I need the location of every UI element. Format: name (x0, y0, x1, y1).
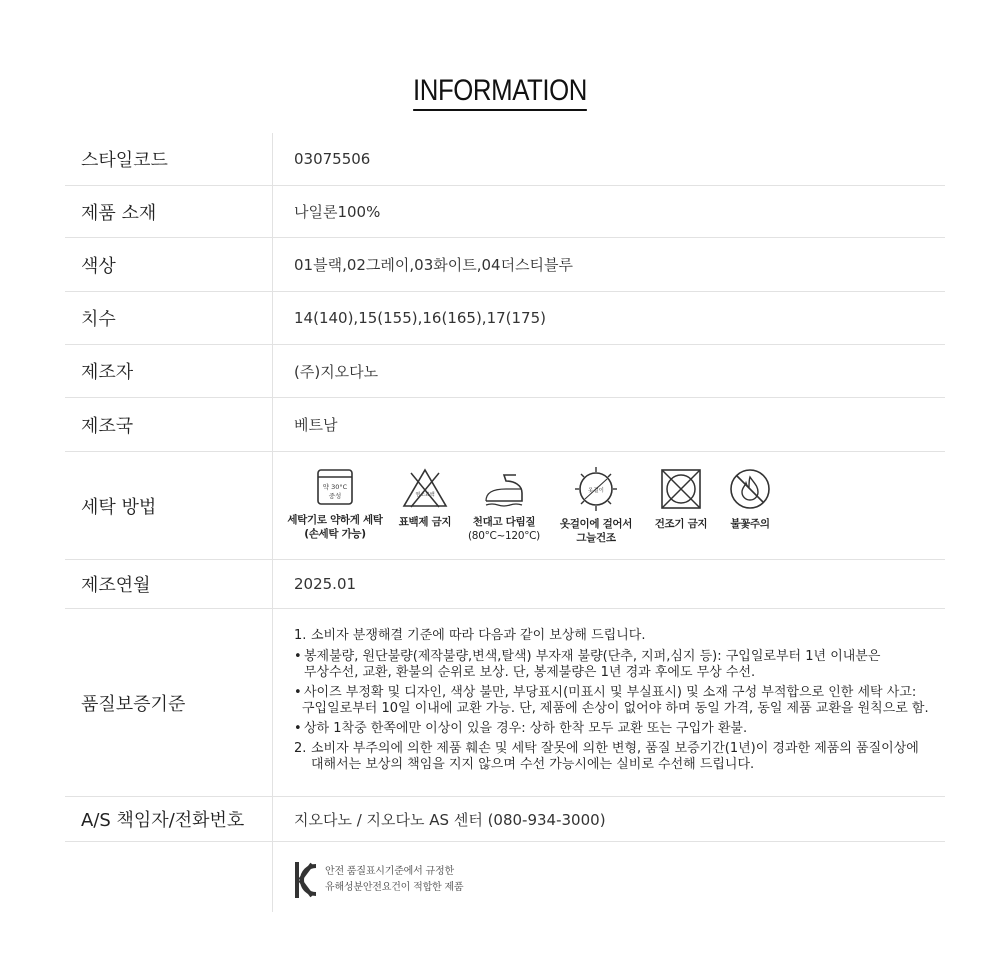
quality-line: 대해서는 보상의 책임을 지지 않으며 수선 가능시에는 실비로 수선해 드립니다. (311, 756, 755, 772)
label-as: A/S 책임자/전화번호 (65, 797, 273, 841)
kc-logo-icon (294, 860, 320, 900)
value-material: 나일론100% (294, 203, 381, 221)
wash-caption: 옷걸이에 걸어서 (559, 517, 633, 530)
value-wash (273, 452, 945, 559)
wash-item-hanger-dry (552, 467, 640, 545)
bullet-dot: • (294, 720, 302, 736)
quality-line: 구입일로부터 10일 이내에 교환 가능. 단, 제품에 손상이 없어야 하며 동일 가격, 동일 제품 교환을 원칙으로 함. (302, 700, 929, 716)
quality-line: 사이즈 부정확 및 디자인, 색상 불만, 부당표시(미표시 및 부실표시) 및 소재 구성 부적합으로 인한 세탁 사고: (304, 684, 917, 700)
label-style-code: 스타일코드 (65, 133, 273, 185)
quality-item-1 (294, 628, 929, 644)
label-country: 제조국 (65, 398, 273, 451)
wash-caption: 건조기 금지 (654, 517, 708, 530)
value-style-code: 03075506 (294, 150, 371, 168)
value-color: 01블랙,02그레이,03화이트,04더스티블루 (294, 256, 574, 274)
wash-item-hand-wash (286, 467, 384, 541)
kc-mark (294, 860, 463, 900)
label-size: 치수 (65, 292, 273, 344)
wash-caption: 세탁기로 약하게 세탁 (287, 513, 383, 526)
row-color (65, 238, 945, 292)
label-quality: 품질보증기준 (65, 609, 273, 796)
kc-line-2: 유해성분안전요건이 적합한 제품 (325, 882, 464, 893)
row-maker (65, 345, 945, 398)
row-quality (65, 609, 945, 797)
wash-icon-list (286, 467, 788, 545)
info-table (65, 133, 945, 912)
quality-line: 상하 1착중 한쪽에만 이상이 있을 경우: 상하 한착 모두 교환 또는 구입가 환불. (304, 720, 748, 736)
kc-text (325, 864, 463, 896)
quality-item-2 (294, 741, 929, 773)
kc-line-1: 안전 품질표시기준에서 규정한 (325, 866, 454, 877)
row-style-code (65, 133, 945, 186)
quality-text (294, 628, 929, 778)
wash-item-no-dryer (650, 467, 712, 531)
wash-caption: 천대고 다림질 (472, 515, 536, 528)
row-date (65, 560, 945, 609)
no-bleach-text: 염소표백 (415, 491, 435, 498)
label-color: 색상 (65, 238, 273, 291)
row-kc (65, 842, 945, 912)
row-material (65, 186, 945, 238)
wash-caption: 불꽃주의 (730, 517, 770, 530)
row-wash (65, 452, 945, 560)
value-country: 베트남 (294, 416, 338, 434)
label-date: 제조연월 (65, 560, 273, 608)
no-bleach-icon (401, 467, 449, 509)
hand-wash-30-icon (315, 467, 355, 507)
wash-sub-caption: (80°C~120°C) (468, 529, 540, 542)
quality-bullet (294, 721, 929, 737)
value-quality (273, 609, 945, 796)
hand-wash-neutral-text: 중성 (328, 491, 342, 500)
page-title: INFORMATION (70, 74, 930, 108)
no-fire-icon (728, 467, 772, 511)
value-maker: (주)지오다노 (294, 362, 379, 381)
value-kc (273, 842, 945, 912)
wash-sub-caption: (손세탁 가능) (304, 527, 366, 540)
value-as: 지오다노 / 지오다노 AS 센터 (080-934-3000) (294, 810, 606, 829)
wash-item-iron (466, 467, 542, 543)
bullet-dot: • (294, 684, 302, 700)
wash-sub-caption: 그늘건조 (576, 531, 616, 544)
quality-num: 2. (294, 740, 307, 756)
label-material: 제품 소재 (65, 186, 273, 237)
hanger-text: 옷걸이 (588, 487, 604, 494)
hand-wash-temp-text: 약 30°C (322, 482, 348, 491)
value-date: 2025.01 (294, 575, 357, 593)
quality-line: 봉제불량, 원단불량(제작불량,변색,탈색) 부자재 불량(단추, 지퍼,심지 등): 구입일로부터 1년 이내분은 (304, 648, 881, 664)
row-size (65, 292, 945, 345)
label-wash: 세탁 방법 (65, 452, 273, 559)
iron-cloth-icon (482, 467, 526, 509)
wash-caption: 표백제 금지 (398, 515, 452, 528)
label-maker: 제조자 (65, 345, 273, 397)
quality-bullet (294, 685, 929, 717)
wash-item-no-fire (722, 467, 778, 531)
bullet-dot: • (294, 648, 302, 664)
quality-line: 무상수선, 교환, 환불의 순위로 보상. 단, 봉제불량은 1년 경과 후에도 무상 수선. (304, 664, 756, 680)
label-kc-empty (65, 842, 273, 912)
no-tumble-dry-icon (659, 467, 703, 511)
quality-num: 1. (294, 627, 307, 643)
row-country (65, 398, 945, 452)
row-as (65, 797, 945, 842)
wash-item-no-bleach (394, 467, 456, 529)
quality-line: 소비자 부주의에 의한 제품 훼손 및 세탁 잘못에 의한 변형, 품질 보증기간(1년)이 경과한 제품의 품질이상에 (311, 740, 919, 756)
value-size: 14(140),15(155),16(165),17(175) (294, 309, 546, 327)
quality-paragraph: 소비자 분쟁해결 기준에 따라 다음과 같이 보상해 드립니다. (311, 627, 646, 643)
quality-bullet (294, 649, 929, 681)
hanger-shade-dry-icon (573, 467, 619, 511)
